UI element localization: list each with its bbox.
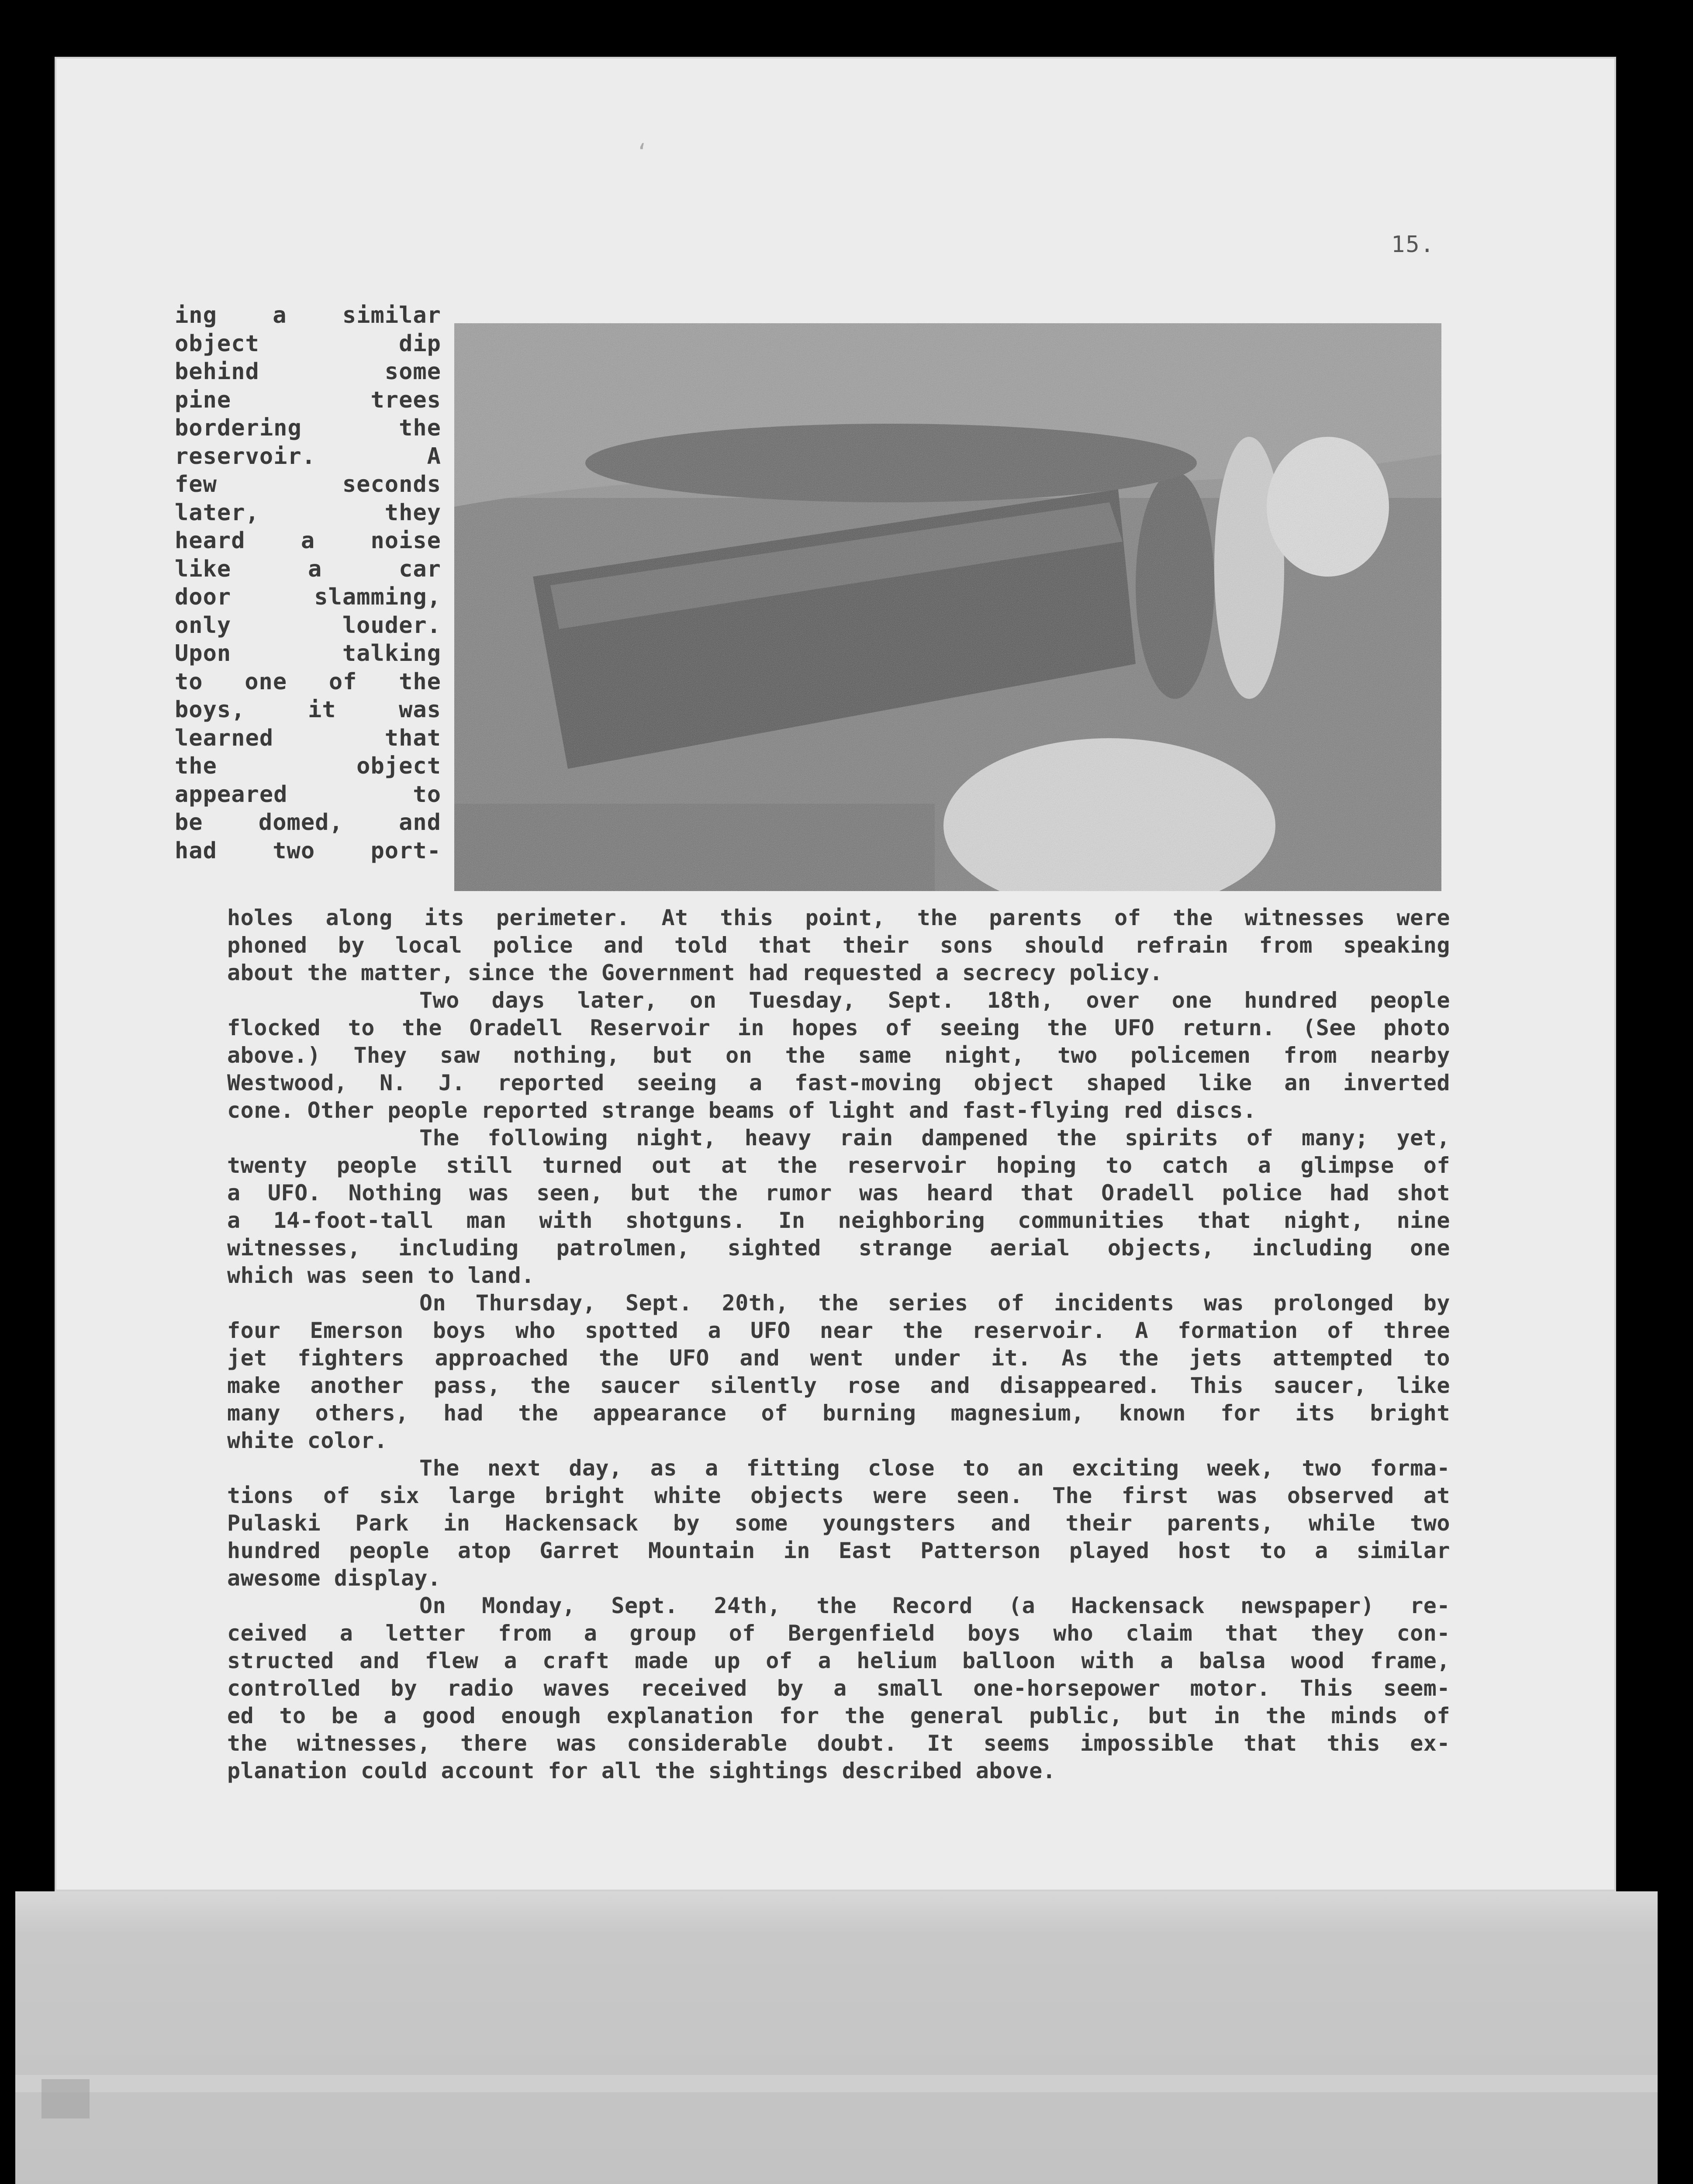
body-line: flocked to the Oradell Reservoir in hopes of seeing the UFO return. (See photo: [227, 1015, 1450, 1040]
side-column-line: learned that: [175, 725, 441, 751]
body-line: four Emerson boys who spotted a UFO near the reservoir. A formation of three: [227, 1318, 1450, 1343]
side-column-line: Upon talking: [175, 640, 441, 667]
body-line: cone. Other people reported strange beams of light and fast-flying red discs.: [227, 1098, 1257, 1123]
body-line: awesome display.: [227, 1565, 441, 1591]
side-column-line: object dip: [175, 330, 441, 357]
side-column-line: had two port-: [175, 837, 441, 864]
side-column-line: later, they: [175, 499, 441, 526]
body-text: [227, 904, 1450, 1785]
side-column-line: bordering the: [175, 415, 441, 441]
body-line: Westwood, N. J. reported seeing a fast-moving object shaped like an inverted: [227, 1070, 1450, 1095]
side-column-line: reservoir. A: [175, 443, 441, 470]
body-line: tions of six large bright white objects were seen. The first was observed at: [227, 1483, 1450, 1508]
body-line: The following night, heavy rain dampened the spirits of many; yet,: [419, 1125, 1450, 1151]
body-line: controlled by radio waves received by a small one-horsepower motor. This seem-: [227, 1676, 1450, 1701]
body-line: which was seen to land.: [227, 1263, 535, 1288]
side-column-line: ing a similar: [175, 302, 441, 328]
side-column-line: to one of the: [175, 668, 441, 695]
body-line: a UFO. Nothing was seen, but the rumor was heard that Oradell police had shot: [227, 1180, 1450, 1206]
page-number: 15.: [1391, 232, 1435, 258]
body-line: twenty people still turned out at the reservoir hoping to catch a glimpse of: [227, 1153, 1450, 1178]
body-line: holes along its perimeter. At this point, the parents of the witnesses were: [227, 905, 1450, 930]
side-column-text: [175, 301, 441, 865]
side-column-line: like a car: [175, 556, 441, 582]
corner-mark: ‘: [636, 140, 648, 164]
handwriting-scribble: [28, 2163, 168, 2184]
body-line: many others, had the appearance of burning magnesium, known for its bright: [227, 1400, 1450, 1426]
side-column-line: door slamming,: [175, 584, 441, 610]
body-line: above.) They saw nothing, but on the same night, two policemen from nearby: [227, 1043, 1450, 1068]
body-line: Pulaski Park in Hackensack by some youngsters and their parents, while two: [227, 1510, 1450, 1536]
side-column-line: appeared to: [175, 781, 441, 808]
body-line: ed to be a good enough explanation for the general public, but in the minds of: [227, 1703, 1450, 1728]
body-line: hundred people atop Garret Mountain in East Patterson played host to a similar: [227, 1538, 1450, 1563]
body-line: make another pass, the saucer silently rose and disappeared. This saucer, like: [227, 1373, 1450, 1398]
body-line: The next day, as a fitting close to an exciting week, two forma-: [419, 1455, 1450, 1481]
film-mount: [15, 1891, 1658, 2184]
side-column-line: only louder.: [175, 612, 441, 639]
body-line: about the matter, since the Government had requested a secrecy policy.: [227, 960, 1163, 985]
body-line: a 14-foot-tall man with shotguns. In neighboring communities that night, nine: [227, 1208, 1450, 1233]
body-line: the witnesses, there was considerable doubt. It seems impossible that this ex-: [227, 1731, 1450, 1756]
body-line: ceived a letter from a group of Bergenfield boys who claim that they con-: [227, 1621, 1450, 1646]
body-line: On Thursday, Sept. 20th, the series of incidents was prolonged by: [419, 1290, 1450, 1316]
body-line: white color.: [227, 1428, 388, 1453]
body-line: planation could account for all the sightings described above.: [227, 1758, 1056, 1783]
side-column-line: few seconds: [175, 471, 441, 498]
side-column-line: boys, it was: [175, 697, 441, 723]
mount-mark: [41, 2079, 90, 2118]
side-column-line: heard a noise: [175, 528, 441, 554]
side-column-line: behind some: [175, 359, 441, 385]
photo-image-icon: [454, 323, 1441, 891]
scribble-icon: [28, 2163, 168, 2184]
side-column-line: be domed, and: [175, 809, 441, 836]
body-line: phoned by local police and told that their sons should refrain from speaking: [227, 933, 1450, 958]
body-line: Two days later, on Tuesday, Sept. 18th, over one hundred people: [419, 988, 1450, 1013]
crowd-photo: [454, 323, 1441, 891]
side-column-line: the object: [175, 753, 441, 779]
mount-band: [15, 2075, 1658, 2092]
body-line: witnesses, including patrolmen, sighted strange aerial objects, including one: [227, 1235, 1450, 1261]
body-line: On Monday, Sept. 24th, the Record (a Hackensack newspaper) re-: [419, 1593, 1450, 1618]
side-column-line: pine trees: [175, 387, 441, 413]
body-line: structed and flew a craft made up of a helium balloon with a balsa wood frame,: [227, 1648, 1450, 1673]
body-line: jet fighters approached the UFO and went under it. As the jets attempted to: [227, 1345, 1450, 1371]
